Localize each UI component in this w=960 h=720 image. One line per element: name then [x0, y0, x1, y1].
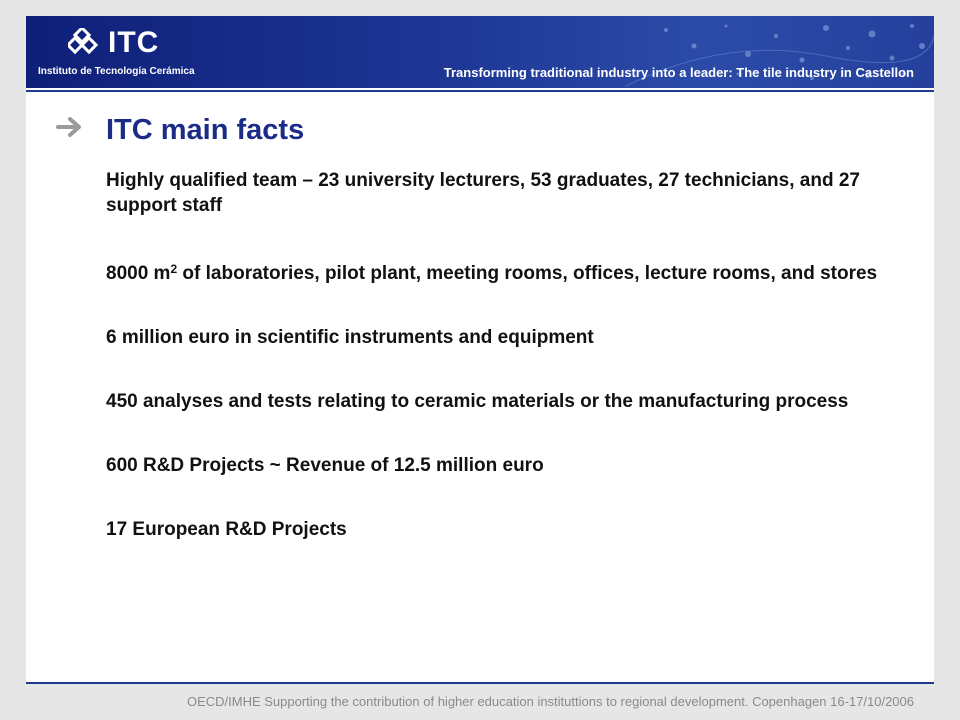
- arrow-right-icon: [56, 116, 84, 138]
- page-title: ITC main facts: [106, 114, 305, 146]
- footer-text: OECD/IMHE Supporting the contribution of higher education instituttions to regional development. Copenhagen 16-17/10/2006: [186, 694, 914, 709]
- fact-european-projects: 17 European R&D Projects: [106, 519, 347, 540]
- fact-facilities-superscript: 2: [170, 262, 178, 276]
- facts-list: [106, 168, 886, 581]
- logo-text: ITC: [108, 26, 160, 59]
- header-title: Transforming traditional industry into a leader: The tile industry in Castellon: [443, 65, 914, 80]
- logo-diamond-icon: [68, 28, 102, 62]
- fact-facilities-prefix: 8000 m: [106, 263, 171, 284]
- fact-facilities: [106, 257, 886, 286]
- itc-logo: [38, 26, 228, 82]
- fact-equipment: 6 million euro in scientific instruments and equipment: [106, 327, 594, 348]
- footer-divider: [26, 682, 934, 684]
- fact-rd-projects: 600 R&D Projects ~ Revenue of 12.5 million euro: [106, 455, 544, 476]
- slide: [26, 16, 934, 682]
- fact-analyses: 450 analyses and tests relating to ceramic materials or the manufacturing process: [106, 391, 849, 412]
- logo-subtitle: Instituto de Tecnología Cerámica: [38, 66, 195, 77]
- fact-team: Highly qualified team – 23 university lecturers, 53 graduates, 27 technicians, and 27 support staff: [106, 170, 860, 216]
- header-banner: [26, 16, 934, 88]
- fact-facilities-suffix: of laboratories, pilot plant, meeting rooms, offices, lecture rooms, and stores: [177, 263, 878, 284]
- header-divider: [26, 90, 934, 92]
